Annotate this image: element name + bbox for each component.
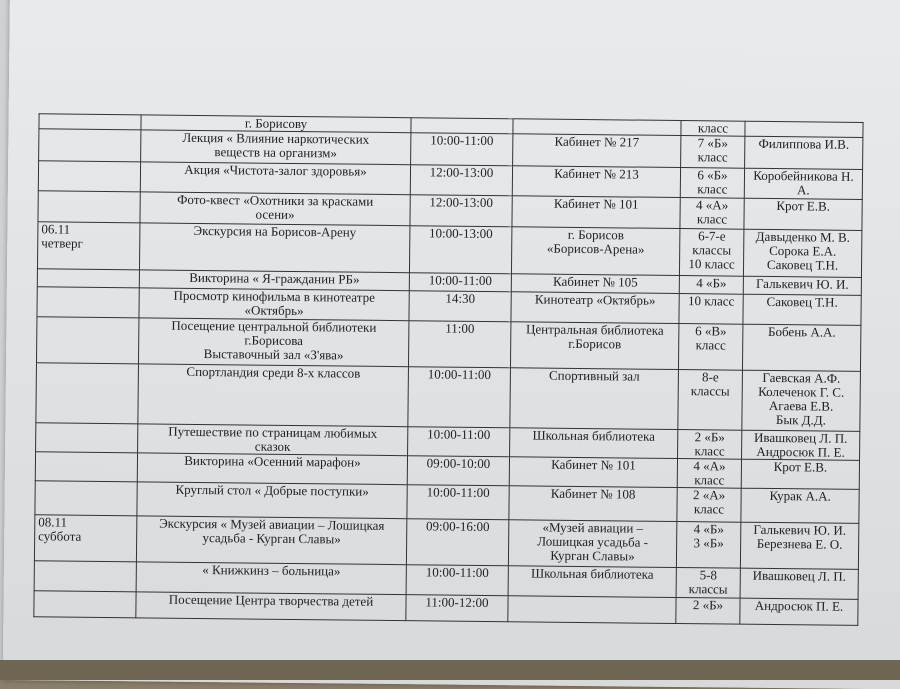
person-cell (745, 136, 863, 169)
person-cell-line: Давыденко М. В. (755, 228, 851, 245)
event-cell-line: Путешествие по страницам любимых (168, 423, 378, 441)
event-cell-line: г. Борисову (244, 115, 308, 132)
event-cell-line: Викторина « Я-гражданин РБ» (189, 269, 360, 287)
event-cell-line: Спортландия среди 8-х классов (186, 363, 361, 381)
time-cell-line: 09:00-16:00 (425, 518, 490, 535)
day-cell-line: 08.11 (38, 514, 68, 530)
place-cell (511, 227, 679, 276)
time-cell (408, 321, 510, 368)
day-cell (37, 222, 139, 270)
day-cell (37, 269, 139, 288)
class-cell-line: 8-е (701, 369, 719, 385)
day-cell-line: четверг (41, 235, 83, 251)
place-cell-line: г.Борисов (568, 335, 622, 352)
event-cell-line: Акция «Чистота-залог здоровья» (184, 161, 367, 179)
person-cell (743, 229, 861, 277)
time-cell-line: 10:00-11:00 (425, 564, 489, 581)
person-cell (744, 198, 862, 230)
person-cell-line: Саковец Т.Н. (766, 256, 839, 273)
person-cell-line: Филиппова И.В. (758, 135, 850, 152)
class-cell (678, 370, 743, 431)
day-cell (35, 481, 137, 516)
class-cell-line: классы (692, 242, 732, 258)
place-cell-line: Кабинет № 108 (550, 485, 636, 502)
time-cell-line: 12:00-13:00 (429, 194, 494, 211)
event-cell-line: Экскурсия на Борисов-Арену (193, 222, 357, 240)
person-cell-line: Колеченок Г. С. (758, 383, 845, 400)
place-cell (510, 368, 679, 430)
event-cell (139, 288, 409, 321)
class-cell-line: класс (694, 472, 725, 488)
day-cell (35, 452, 137, 482)
person-cell-line: Березнева Е. О. (756, 535, 843, 552)
place-cell-line: Кабинет № 213 (554, 165, 639, 182)
day-cell (37, 287, 139, 318)
event-cell (140, 162, 410, 195)
place-cell (513, 119, 681, 136)
time-cell (408, 427, 510, 457)
event-cell-line: «Октябрь» (244, 302, 304, 319)
time-cell-line: 10:00-13:00 (429, 225, 493, 242)
class-cell-line: класс (695, 337, 726, 353)
time-cell (411, 118, 513, 134)
place-cell-line: Спортивный зал (548, 367, 640, 384)
event-cell (136, 516, 406, 565)
time-cell (407, 456, 509, 486)
person-cell (742, 324, 860, 371)
class-cell-line: класс (697, 149, 728, 165)
event-cell-line: веществ на организм» (214, 144, 338, 161)
person-cell-line: Бобень А.А. (767, 323, 836, 340)
time-cell (410, 195, 512, 227)
event-cell-line: Экскурсия « Музей авиации – Лошицкая (159, 515, 385, 533)
day-cell-line: 06.11 (41, 221, 71, 237)
class-cell-line: класс (697, 181, 728, 197)
class-cell (678, 430, 742, 460)
time-cell (409, 273, 511, 292)
day-cell (36, 317, 138, 364)
time-cell (411, 133, 513, 166)
event-cell-line: сказок (254, 438, 291, 454)
person-cell-line: Агаева Е.В. (768, 397, 834, 414)
place-cell-line: «Музей авиации – (542, 519, 644, 536)
class-cell (677, 488, 741, 523)
time-cell (406, 519, 508, 566)
place-cell (511, 292, 679, 324)
time-cell-line: 12:00-13:00 (429, 164, 494, 181)
person-cell-line: Крот Е.В. (773, 459, 828, 475)
time-cell-line: 10:00-11:00 (427, 426, 491, 443)
person-cell-line: Гаевская А.Ф. (762, 369, 841, 386)
day-cell (34, 515, 136, 562)
time-cell (406, 595, 508, 622)
person-cell (741, 459, 859, 489)
event-cell-line: « Книжкинз – больница» (202, 562, 341, 579)
place-cell-line: Школьная библиотека (532, 427, 656, 444)
place-cell-line: Школьная библиотека (531, 565, 654, 582)
person-cell (743, 294, 861, 325)
event-cell-line: Фото-квест «Охотники за красками (177, 191, 374, 209)
class-cell-line: классы (688, 581, 728, 597)
class-cell (680, 168, 744, 199)
class-cell-line: класс (696, 211, 728, 227)
time-cell (406, 565, 508, 596)
person-cell (741, 488, 859, 523)
schedule-table (33, 113, 863, 626)
event-cell (140, 192, 410, 226)
person-cell (742, 370, 861, 431)
person-cell-line: Ивашковец Л. П. (754, 429, 848, 446)
class-cell (679, 294, 743, 325)
place-cell (509, 457, 677, 488)
class-cell-line: класс (697, 120, 729, 136)
place-cell (510, 428, 678, 459)
place-cell-line: Кабинет № 105 (552, 273, 638, 290)
place-cell (510, 322, 678, 370)
class-cell-line: 6-7-е (698, 228, 726, 244)
person-cell-line: Курак А.А. (769, 487, 831, 504)
place-cell-line: Кабинет № 101 (553, 195, 639, 212)
person-cell-line: Саковец Т.Н. (766, 293, 838, 310)
class-cell-line: 10 класс (687, 293, 735, 309)
place-cell-line: Кабинет № 217 (554, 133, 640, 150)
day-cell-line: суббота (38, 528, 82, 544)
place-cell-line: Кинотеатр «Октябрь» (534, 291, 656, 308)
event-cell-line: усадьба - Курган Славы» (202, 530, 341, 547)
class-cell (677, 459, 741, 489)
event-cell (137, 453, 407, 485)
place-cell-line: Лошицкая усадьба - (537, 533, 649, 550)
place-cell (513, 134, 681, 168)
person-cell (742, 430, 860, 460)
table-row (36, 363, 861, 432)
event-cell (138, 364, 409, 427)
time-cell (409, 226, 511, 274)
class-cell-line: 2 «Б» (694, 429, 725, 445)
class-cell (679, 229, 743, 277)
day-cell (34, 561, 136, 592)
class-cell-line: 4 «А» (696, 197, 729, 213)
person-cell-line: Коробейникова Н. (753, 167, 854, 184)
person-cell (740, 598, 858, 625)
class-cell-line: 4 «Б» (696, 275, 727, 291)
class-cell-line: 7 «Б» (697, 135, 729, 151)
person-cell-line: Галькевич Ю. И. (755, 275, 849, 292)
class-cell (680, 198, 744, 230)
event-cell-line: Посещение центральной библиотеки (171, 317, 377, 335)
event-cell (136, 562, 406, 595)
event-cell (138, 318, 408, 367)
class-cell-line: 10 класс (688, 256, 735, 272)
event-cell-line: Круглый стол « Добрые поступки» (175, 481, 369, 499)
class-cell-line: класс (694, 443, 725, 459)
place-cell (508, 566, 676, 598)
class-cell (681, 136, 745, 169)
class-cell-line: 3 «Б» (693, 535, 724, 551)
event-cell-line: осени» (255, 206, 295, 222)
desk-edge (0, 660, 900, 680)
class-cell-line: класс (693, 501, 725, 517)
place-cell (512, 166, 680, 198)
time-cell (409, 291, 511, 322)
person-cell-line: Ивашковец Л. П. (752, 567, 847, 584)
event-cell-line: Лекция « Влияние наркотических (182, 129, 370, 147)
person-cell-line: Бык Д.Д. (775, 412, 827, 428)
event-cell (136, 592, 406, 621)
class-cell-line: классы (690, 383, 730, 399)
class-cell-line: 5-8 (699, 567, 718, 583)
day-cell (38, 161, 140, 192)
day-cell (34, 591, 136, 618)
day-cell (36, 423, 138, 453)
place-cell (508, 520, 676, 568)
day-cell (39, 129, 141, 162)
class-cell (681, 121, 745, 137)
time-cell (408, 367, 511, 428)
class-cell (678, 324, 742, 371)
table-row (37, 222, 861, 278)
place-cell-line: Курган Славы» (550, 547, 635, 564)
place-cell-line: Центральная библиотека (525, 321, 664, 338)
class-cell (676, 598, 740, 625)
time-cell-line: 10:00-11:00 (427, 366, 492, 383)
place-cell-line: г. Борисов (567, 226, 625, 243)
event-cell (137, 482, 407, 519)
person-cell (743, 276, 861, 295)
place-cell (508, 596, 676, 624)
person-cell-line: Андросюк П. Е. (756, 443, 845, 460)
class-cell-line: 2 «А» (692, 487, 726, 503)
place-cell-line: «Борисов-Арена» (546, 240, 645, 257)
day-cell (39, 114, 141, 130)
time-cell-line: 10:00-11:00 (430, 132, 494, 149)
time-cell-line: 11:00-12:00 (425, 594, 489, 611)
person-cell (740, 522, 858, 569)
time-cell-line: 14:30 (445, 290, 476, 306)
time-cell-line: 10:00-11:00 (426, 484, 490, 501)
time-cell-line: 09:00-10:00 (426, 455, 491, 472)
document-page (3, 0, 900, 689)
class-cell-line: 4 «Б» (693, 521, 724, 537)
time-cell (407, 485, 509, 520)
time-cell (410, 165, 512, 196)
person-cell-line: А. (796, 182, 810, 198)
class-cell-line: 6 «В» (695, 323, 727, 339)
event-cell (141, 130, 411, 165)
class-cell-line: 6 «Б» (697, 167, 728, 183)
class-cell-line: 4 «А» (693, 458, 726, 474)
event-cell-line: Выставочный зал «З'ява» (203, 346, 344, 363)
time-cell-line: 11:00 (445, 320, 475, 336)
event-cell-line: Викторина «Осенний марафон» (184, 452, 361, 470)
time-cell-line: 10:00-11:00 (428, 272, 492, 289)
event-cell-line: г.Борисова (244, 332, 304, 349)
person-cell-line: Галькевич Ю. И. (753, 521, 847, 538)
person-cell (744, 168, 862, 199)
class-cell (679, 276, 743, 295)
place-cell (509, 486, 677, 522)
person-cell-line: Сорока Е.А. (769, 242, 837, 259)
place-cell-line: Кабинет № 101 (551, 456, 636, 473)
person-cell-line: Крот Е.В. (776, 198, 831, 214)
class-cell-line: 2 «Б» (692, 597, 724, 613)
event-cell-line: Просмотр кинофильма в кинотеатре (173, 287, 375, 305)
class-cell (676, 522, 740, 569)
class-cell (676, 568, 740, 599)
event-cell (139, 223, 409, 273)
person-cell-line: Андросюк П. Е. (754, 597, 844, 614)
event-cell (138, 424, 408, 456)
day-cell (38, 191, 140, 223)
place-cell (512, 196, 680, 229)
day-cell (36, 363, 139, 424)
event-cell-line: Посещение Центра творчества детей (168, 591, 374, 609)
person-cell (740, 568, 858, 599)
